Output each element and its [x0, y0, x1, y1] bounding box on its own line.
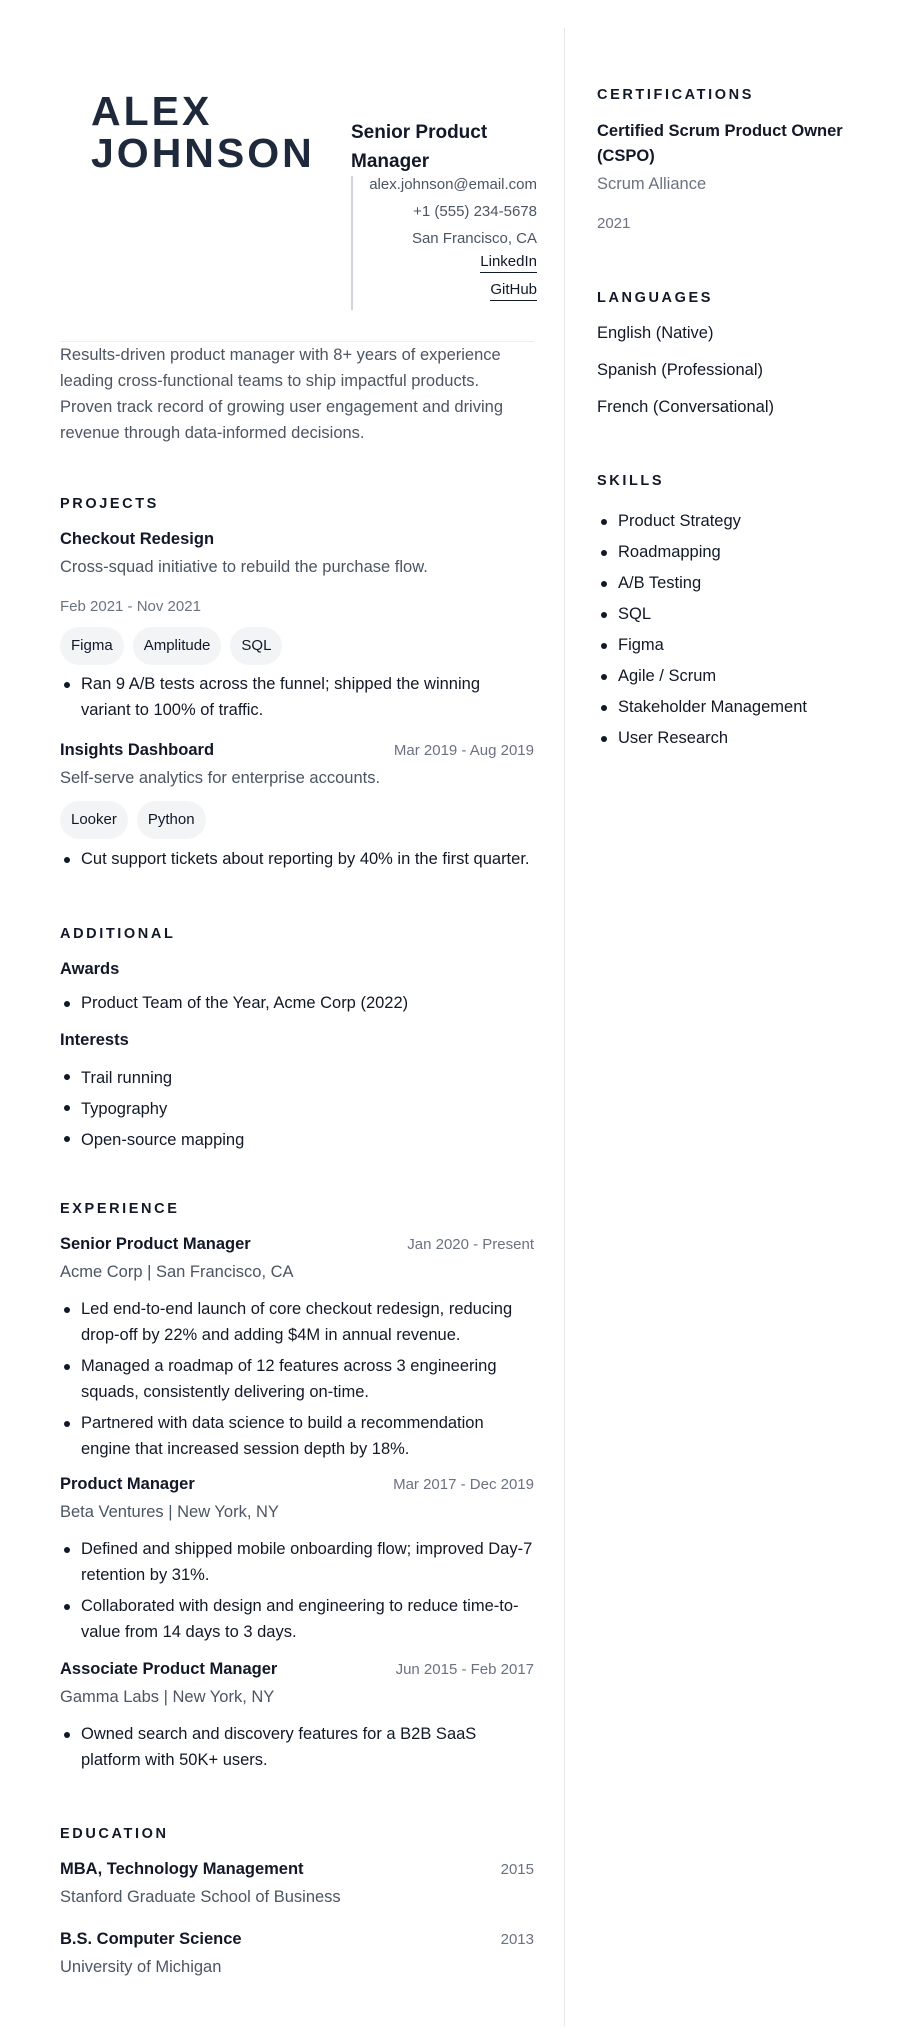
- experience-role: Associate Product Manager: [60, 1660, 278, 1678]
- experience-company: Beta Ventures | New York, NY: [60, 1503, 279, 1521]
- name-last: JOHNSON: [91, 130, 315, 176]
- additional-heading: ADDITIONAL: [60, 926, 176, 942]
- tag-chip: SQL: [230, 627, 282, 665]
- language-item: French (Conversational): [597, 398, 774, 416]
- skills-list: [597, 506, 867, 754]
- awards-heading: Awards: [60, 960, 120, 978]
- tag-chip: Figma: [60, 627, 124, 665]
- certifications-heading: CERTIFICATIONS: [597, 87, 754, 103]
- interest-item: Trail running: [60, 1063, 534, 1094]
- experience-dates: Jan 2020 - Present: [407, 1236, 534, 1253]
- header-title-block: [351, 118, 537, 176]
- experience-bullets: [60, 1536, 534, 1645]
- project-title: Insights Dashboard: [60, 741, 215, 759]
- skill-item: Figma: [597, 630, 867, 661]
- language-item: Spanish (Professional): [597, 361, 763, 379]
- contact-email[interactable]: alex.johnson@email.com: [369, 176, 537, 193]
- interests-heading: Interests: [60, 1031, 129, 1049]
- education-degree: MBA, Technology Management: [60, 1860, 304, 1878]
- project-tags: [60, 627, 282, 665]
- linkedin-link[interactable]: LinkedIn: [480, 253, 537, 273]
- bullet-item: Ran 9 A/B tests across the funnel; shipped the winning variant to 100% of traffic.: [60, 671, 534, 723]
- skills-heading: SKILLS: [597, 473, 665, 489]
- award-item: Product Team of the Year, Acme Corp (2022): [60, 990, 534, 1016]
- bullet-item: Owned search and discovery features for a B2B SaaS platform with 50K+ users.: [60, 1721, 534, 1773]
- projects-heading: PROJECTS: [60, 496, 159, 512]
- name-first: ALEX: [91, 88, 213, 134]
- certification-name: Certified Scrum Product Owner (CSPO): [597, 122, 843, 165]
- tag-chip: Python: [137, 801, 206, 839]
- project-description: Cross-squad initiative to rebuild the purchase flow.: [60, 558, 428, 576]
- skill-item: SQL: [597, 599, 867, 630]
- skill-item: A/B Testing: [597, 568, 867, 599]
- language-item: English (Native): [597, 324, 714, 342]
- interests-list: [60, 1063, 534, 1156]
- experience-company: Acme Corp | San Francisco, CA: [60, 1263, 294, 1281]
- candidate-name: [91, 90, 351, 174]
- skill-item: Roadmapping: [597, 537, 867, 568]
- bullet-item: Partnered with data science to build a recommendation engine that increased session depth by 18%.: [60, 1410, 534, 1462]
- certification-year: 2021: [597, 215, 631, 232]
- education-year: 2013: [500, 1931, 534, 1948]
- job-title: Senior Product Manager: [351, 122, 488, 172]
- education-school: Stanford Graduate School of Business: [60, 1888, 341, 1906]
- experience-heading: EXPERIENCE: [60, 1201, 180, 1217]
- experience-bullets: [60, 1296, 534, 1462]
- experience-dates: Jun 2015 - Feb 2017: [395, 1661, 534, 1678]
- education-degree: B.S. Computer Science: [60, 1930, 242, 1948]
- summary-text: Results-driven product manager with 8+ years of experience leading cross-functional teams to ship impactful products. Proven track record of growing user engagement and driving revenue through data-informed decisions.: [60, 346, 503, 442]
- project-tags: [60, 801, 206, 839]
- skill-item: Agile / Scrum: [597, 661, 867, 692]
- certification-org: Scrum Alliance: [597, 175, 707, 193]
- experience-dates: Mar 2017 - Dec 2019: [393, 1476, 534, 1493]
- bullet-item: Led end-to-end launch of core checkout redesign, reducing drop-off by 22% and adding $4M in annual revenue.: [60, 1296, 534, 1348]
- experience-role: Senior Product Manager: [60, 1235, 251, 1253]
- bullet-item: Defined and shipped mobile onboarding flow; improved Day-7 retention by 31%.: [60, 1536, 534, 1588]
- bullet-item: Managed a roadmap of 12 features across 3 engineering squads, consistently delivering on-time.: [60, 1353, 534, 1405]
- awards-list: [60, 990, 534, 1016]
- experience-company: Gamma Labs | New York, NY: [60, 1688, 275, 1706]
- project-bullets: [60, 846, 534, 872]
- contact-location: San Francisco, CA: [411, 230, 537, 247]
- project-dates: Mar 2019 - Aug 2019: [393, 742, 534, 759]
- languages-heading: LANGUAGES: [597, 290, 714, 306]
- education-year: 2015: [500, 1861, 534, 1878]
- column-divider: [564, 28, 565, 2026]
- bullet-item: Cut support tickets about reporting by 40% in the first quarter.: [60, 846, 534, 872]
- education-heading: EDUCATION: [60, 1826, 169, 1842]
- github-link[interactable]: GitHub: [490, 281, 537, 301]
- project-title: Checkout Redesign: [60, 530, 215, 548]
- contact-phone[interactable]: +1 (555) 234-5678: [413, 203, 537, 220]
- interest-item: Open-source mapping: [60, 1125, 534, 1156]
- contact-block: [351, 176, 537, 310]
- experience-role: Product Manager: [60, 1475, 195, 1493]
- skill-item: User Research: [597, 723, 867, 754]
- skill-item: Stakeholder Management: [597, 692, 867, 723]
- project-dates: Feb 2021 - Nov 2021: [60, 598, 201, 615]
- tag-chip: Looker: [60, 801, 128, 839]
- interest-item: Typography: [60, 1094, 534, 1125]
- skill-item: Product Strategy: [597, 506, 867, 537]
- project-bullets: [60, 671, 534, 723]
- tag-chip: Amplitude: [133, 627, 222, 665]
- project-description: Self-serve analytics for enterprise accounts.: [60, 769, 381, 787]
- bullet-item: Collaborated with design and engineering to reduce time-to-value from 14 days to 3 days.: [60, 1593, 534, 1645]
- education-school: University of Michigan: [60, 1958, 222, 1976]
- experience-bullets: [60, 1721, 534, 1773]
